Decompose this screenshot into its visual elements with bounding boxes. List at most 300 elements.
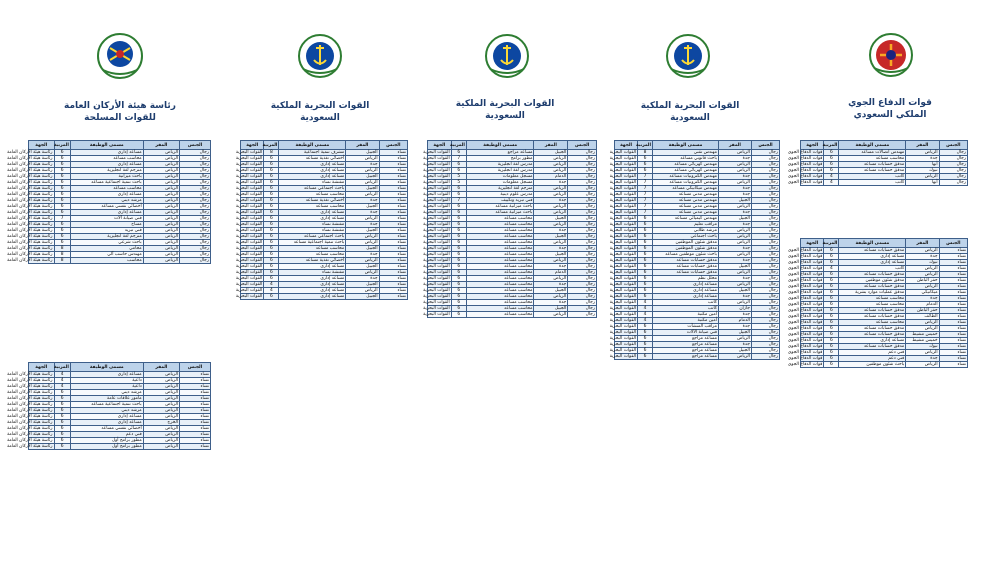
- table-cell: مهندس مدني مساعد: [652, 192, 718, 198]
- table-cell: رجال: [751, 228, 779, 234]
- table-cell: القوات البحرية: [235, 186, 263, 191]
- title-navy-1: [615, 100, 765, 124]
- table-cell: رجال: [180, 240, 211, 246]
- column-header: المرتبة: [53, 364, 69, 370]
- table-cell: الرياض: [143, 168, 179, 174]
- table-cell: مدقق حسابات مساعد: [839, 272, 906, 278]
- table-cell: نساء: [180, 432, 211, 438]
- table-cell: رئاسة هيئة الأركان العامة: [7, 162, 53, 167]
- table-cell: مسجل معلومات: [466, 180, 534, 186]
- table-cell: نساء: [939, 278, 967, 284]
- table-cell: مهندس مدني مساعد: [652, 204, 718, 210]
- table-cell: 6: [451, 270, 466, 276]
- table-cell: 6: [264, 252, 279, 258]
- table-cell: الرياض: [718, 270, 751, 276]
- table-header-row: [428, 141, 597, 150]
- table-cell: قوات الدفاع الجوي: [787, 272, 823, 277]
- table-cell: نساء: [379, 204, 407, 210]
- table-cell: مساعد إداري: [652, 294, 718, 300]
- table-cell: كاتب: [839, 266, 906, 272]
- table-cell: رئاسة هيئة الأركان العامة: [7, 426, 53, 431]
- table-cell: رجال: [568, 240, 597, 246]
- column-header: المرتبة: [636, 142, 651, 148]
- table-cell: 6: [54, 228, 70, 234]
- table-cell: نساء: [379, 210, 407, 216]
- table-cell: نساء: [379, 234, 407, 240]
- table-cell: باحث ميزانية مساعد: [466, 210, 534, 216]
- table-cell: نساء: [379, 228, 407, 234]
- table-cell: نساء: [379, 264, 407, 270]
- table-cell: مساعد مراجع: [652, 342, 718, 348]
- title-line-2: السعودية: [485, 111, 525, 121]
- table-cell: نساء: [939, 332, 967, 338]
- table-cell: قوات الدفاع الجوي: [787, 156, 823, 161]
- table-cell: رجال: [751, 270, 779, 276]
- table-cell: 6: [54, 198, 70, 204]
- table-cell: رجال: [751, 252, 779, 258]
- table-cell: محاسب مساعد: [279, 192, 346, 198]
- table-cell: القوات البحرية: [423, 312, 450, 317]
- table-cell: 6: [54, 408, 70, 414]
- table-cell: نساء: [180, 408, 211, 414]
- table-cell: القوات البحرية: [235, 264, 263, 269]
- table-cell: باحث اجتماعي مساعد: [279, 234, 346, 240]
- table-cell: 6: [638, 336, 653, 342]
- table-cell: القوات البحرية: [423, 294, 450, 299]
- table-cell: 6: [264, 174, 279, 180]
- table-cell: مدقق عمليات موارد بشرية: [839, 290, 906, 296]
- table-cell: القوات البحرية: [609, 150, 637, 155]
- table-cell: القوات البحرية: [609, 168, 637, 173]
- table-cell: الرياض: [143, 444, 179, 450]
- table-cell: القوات البحرية: [609, 162, 637, 167]
- table-cell: 6: [824, 344, 839, 350]
- table-cell: الجبيل: [346, 228, 379, 234]
- table-row: [241, 294, 408, 300]
- table-cell: جدة: [718, 312, 751, 318]
- table-cell: القوات البحرية: [609, 180, 637, 185]
- table-cell: الرياض: [346, 168, 379, 174]
- table-cell: الرياض: [906, 284, 939, 290]
- table-cell: 6: [824, 156, 839, 162]
- table-cell: رجال: [751, 216, 779, 222]
- table-row: [615, 354, 780, 360]
- table-cell: قوات الدفاع الجوي: [787, 332, 823, 337]
- table-cell: 6: [824, 272, 839, 278]
- table-cell: القوات البحرية: [235, 234, 263, 239]
- table-cell: فني صيانة آلات: [70, 216, 143, 222]
- table-cell: القوات البحرية: [423, 222, 450, 227]
- table-cell: 6: [54, 402, 70, 408]
- table-cell: محاسب مساعد: [466, 276, 534, 282]
- table-cell: باحث شئون موظفين: [839, 362, 906, 368]
- table-cell: قوات الدفاع الجوي: [787, 314, 823, 319]
- title-line-2: الملكي السعودي: [853, 110, 927, 120]
- table-cell: 4: [824, 180, 839, 186]
- table-cell: قوات الدفاع الجوي: [787, 162, 823, 167]
- table-cell: رجال: [568, 222, 597, 228]
- table-cell: مساعد إداري: [279, 216, 346, 222]
- table-cell: 6: [451, 168, 466, 174]
- table-cell: محاسب مساعد: [466, 300, 534, 306]
- table-cell: 6: [54, 444, 70, 450]
- table-cell: رجال: [568, 300, 597, 306]
- table-cell: الرياض: [143, 402, 179, 408]
- table-cell: كاتب: [839, 180, 906, 186]
- table-header-row: [615, 141, 780, 150]
- logo-navy-2: [484, 33, 530, 83]
- table-cell: رجال: [568, 228, 597, 234]
- table-cell: رجال: [568, 162, 597, 168]
- table-cell: 8: [54, 258, 70, 264]
- table-cell: 6: [824, 302, 839, 308]
- table-cell: رجال: [751, 294, 779, 300]
- table-cell: رجال: [751, 318, 779, 324]
- table-cell: الرياض: [143, 222, 179, 228]
- table-cell: محاسب مساعد: [839, 302, 906, 308]
- table-cell: جدة: [718, 324, 751, 330]
- table-cell: الرياض: [906, 266, 939, 272]
- table-cell: كاتب: [652, 306, 718, 312]
- table-cell: فني دعم: [839, 356, 906, 362]
- table-cell: الدمام: [718, 318, 751, 324]
- table-cell: 7: [638, 180, 653, 186]
- table-cell: القوات البحرية: [609, 210, 637, 215]
- table-cell: 6: [264, 276, 279, 282]
- table-cell: رجال: [568, 180, 597, 186]
- table-cell: نساء: [379, 270, 407, 276]
- table-cell: رئاسة هيئة الأركان العامة: [7, 198, 53, 203]
- table-cell: القوات البحرية: [235, 216, 263, 221]
- table-cell: محاسب مساعد: [466, 282, 534, 288]
- table-cell: الرياض: [143, 384, 179, 390]
- table-cell: رجال: [751, 186, 779, 192]
- table-cell: باحث اجتماعي مساعد: [279, 186, 346, 192]
- table-cell: الرياض: [143, 426, 179, 432]
- table-cell: رئاسة هيئة الأركان العامة: [7, 372, 53, 377]
- table-cell: قوات الدفاع الجوي: [787, 278, 823, 283]
- table-cell: مدقق حسابات مساعد: [839, 284, 906, 290]
- table-cell: 4: [54, 384, 70, 390]
- table-cell: جدة: [534, 198, 568, 204]
- table-cell: 6: [264, 198, 279, 204]
- table-navy-men-2: [423, 140, 597, 318]
- table-cell: القوات البحرية: [423, 228, 450, 233]
- table-cell: مترجم لغة انجليزية: [70, 234, 143, 240]
- table-cell: الرياض: [143, 174, 179, 180]
- table-cell: رئاسة هيئة الأركان العامة: [7, 150, 53, 155]
- table-cell: 6: [451, 228, 466, 234]
- table-cell: 6: [54, 204, 70, 210]
- table-cell: الرياض: [143, 180, 179, 186]
- table-cell: محاسب مساعد: [466, 288, 534, 294]
- table-cell: الرياض: [346, 180, 379, 186]
- logo-general-staff: [96, 32, 144, 84]
- table-cell: الرياض: [534, 186, 568, 192]
- table-cell: رجال: [180, 234, 211, 240]
- table-cell: نساء: [379, 192, 407, 198]
- table-cell: باحث اجتماعي: [652, 234, 718, 240]
- table-cell: رجال: [180, 216, 211, 222]
- table-cell: نساء: [939, 314, 967, 320]
- table-cell: 6: [264, 240, 279, 246]
- table-cell: محاسب مساعد: [839, 156, 906, 162]
- table-cell: رجال: [751, 282, 779, 288]
- table-cell: قوات الدفاع الجوي: [787, 296, 823, 301]
- table-cell: باحث شرعي: [70, 240, 143, 246]
- table-cell: الرياض: [534, 222, 568, 228]
- table-cell: القوات البحرية: [609, 312, 637, 317]
- table-cell: الرياض: [346, 240, 379, 246]
- table-cell: رجال: [751, 168, 779, 174]
- table-cell: 6: [264, 204, 279, 210]
- table-cell: الرياض: [346, 258, 379, 264]
- table-cell: 6: [824, 162, 839, 168]
- table-cell: الجبيل: [534, 150, 568, 156]
- table-cell: 6: [451, 264, 466, 270]
- table-cell: القوات البحرية: [609, 294, 637, 299]
- table-cell: الجبيل: [346, 246, 379, 252]
- table-cell: نساء: [379, 174, 407, 180]
- column-header: المقر: [718, 141, 751, 150]
- table-cell: رجال: [568, 288, 597, 294]
- table-cell: 6: [638, 282, 653, 288]
- table-cell: تبوك: [906, 168, 939, 174]
- table-cell: 6: [451, 192, 466, 198]
- table-cell: جدة: [718, 258, 751, 264]
- table-cell: 6: [824, 284, 839, 290]
- table-cell: مساعد مراجع: [652, 336, 718, 342]
- table-cell: رجال: [751, 276, 779, 282]
- table-cell: باحث شئون موظفين مساعد: [652, 252, 718, 258]
- table-cell: القوات البحرية: [423, 252, 450, 257]
- table-cell: القوات البحرية: [609, 282, 637, 287]
- column-header: الجهة: [615, 141, 638, 150]
- table-cell: 4: [638, 312, 653, 318]
- table-cell: القوات البحرية: [609, 318, 637, 323]
- table-cell: محاسب: [70, 258, 143, 264]
- table-cell: رجال: [751, 342, 779, 348]
- table-cell: رجال: [568, 150, 597, 156]
- table-cell: 6: [638, 258, 653, 264]
- table-cell: 7: [638, 174, 653, 180]
- table-cell: الجبيل: [534, 306, 568, 312]
- table-cell: قوات الدفاع الجوي: [787, 320, 823, 325]
- table-cell: مأمور علاقات عامة: [70, 396, 143, 402]
- table-cell: 6: [451, 288, 466, 294]
- table-cell: رجال: [751, 306, 779, 312]
- table-cell: رجال: [751, 204, 779, 210]
- table-cell: رجال: [751, 324, 779, 330]
- table-cell: رئاسة هيئة الأركان العامة: [7, 222, 53, 227]
- table-cell: الرياض: [718, 162, 751, 168]
- table-cell: رئاسة هيئة الأركان العامة: [7, 168, 53, 173]
- table-cell: مرشد ديني: [70, 198, 143, 204]
- table-cell: مدرس لغة انجليزية: [466, 168, 534, 174]
- table-cell: 6: [824, 332, 839, 338]
- table-cell: جازان: [718, 306, 751, 312]
- table-cell: 6: [264, 210, 279, 216]
- table-cell: رئاسة هيئة الأركان العامة: [7, 420, 53, 425]
- table-cell: قوات الدفاع الجوي: [787, 168, 823, 173]
- table-air-defense-women: [787, 238, 968, 368]
- table-cell: القوات البحرية: [423, 204, 450, 209]
- table-cell: محاسب مساعد: [466, 222, 534, 228]
- table-cell: رجال: [751, 162, 779, 168]
- table-cell: رجال: [568, 210, 597, 216]
- table-cell: رئاسة هيئة الأركان العامة: [7, 252, 53, 257]
- table-cell: رجال: [180, 186, 211, 192]
- table-cell: مساعد إداري: [70, 210, 143, 216]
- table-cell: جدة: [718, 174, 751, 180]
- table-cell: رجال: [751, 150, 779, 156]
- table-cell: جدة: [534, 228, 568, 234]
- table-cell: محاسب مساعد: [279, 204, 346, 210]
- table-cell: مساعد إداري: [70, 414, 143, 420]
- table-cell: الرياض: [906, 320, 939, 326]
- table-cell: 6: [54, 222, 70, 228]
- table-cell: نساء: [939, 338, 967, 344]
- table-cell: القوات البحرية: [235, 276, 263, 281]
- table-cell: الرياض: [143, 150, 179, 156]
- table-cell: باحث تنمية اجتماعية مساعد: [70, 402, 143, 408]
- table-cell: نساء: [939, 356, 967, 362]
- table-cell: رجال: [568, 282, 597, 288]
- table-cell: 7: [638, 204, 653, 210]
- table-cell: الرياض: [718, 228, 751, 234]
- table-row: [801, 362, 968, 368]
- table-cell: القوات البحرية: [235, 240, 263, 245]
- table-cell: الرياض: [906, 350, 939, 356]
- table-cell: رجال: [568, 174, 597, 180]
- table-cell: نساء: [939, 350, 967, 356]
- table-cell: أخصائي تغذية مساعد: [279, 258, 346, 264]
- table-cell: القوات البحرية: [609, 156, 637, 161]
- table-cell: الرياض: [534, 294, 568, 300]
- table-cell: رئاسة هيئة الأركان العامة: [7, 174, 53, 179]
- table-cell: نساء: [180, 402, 211, 408]
- table-cell: محاسب مساعد: [70, 186, 143, 192]
- table-cell: 6: [824, 278, 839, 284]
- table-row: [29, 258, 211, 264]
- table-cell: الدمام: [906, 302, 939, 308]
- table-cell: رجال: [939, 162, 967, 168]
- navy-emblem-icon: [297, 33, 343, 79]
- column-header: الجهة: [29, 141, 55, 150]
- table-cell: الرياض: [143, 210, 179, 216]
- table-cell: رجال: [180, 198, 211, 204]
- table-cell: 5: [451, 180, 466, 186]
- table-cell: رئاسة هيئة الأركان العامة: [7, 210, 53, 215]
- table-cell: القوات البحرية: [609, 270, 637, 275]
- table-cell: قوات الدفاع الجوي: [787, 350, 823, 355]
- title-line-1: القوات البحرية الملكية: [455, 99, 555, 109]
- table-cell: 7: [638, 198, 653, 204]
- title-line-1: القوات البحرية الملكية: [270, 101, 370, 111]
- table-cell: رجال: [568, 246, 597, 252]
- table-cell: القوات البحرية: [423, 216, 450, 221]
- table-cell: أخصائي نفسي مساعد: [70, 204, 143, 210]
- table-cell: نساء: [379, 186, 407, 192]
- table-cell: 4: [264, 288, 279, 294]
- table-cell: الرياض: [143, 216, 179, 222]
- table-cell: 8: [638, 150, 653, 156]
- table-cell: القوات البحرية: [609, 288, 637, 293]
- table-cell: داعية: [70, 378, 143, 384]
- table-cell: 6: [264, 222, 279, 228]
- table-cell: 6: [638, 252, 653, 258]
- table-cell: القوات البحرية: [609, 240, 637, 245]
- table-cell: نساء: [180, 414, 211, 420]
- table-cell: جدة: [346, 210, 379, 216]
- table-cell: رجال: [568, 252, 597, 258]
- table-cell: الرياض: [143, 432, 179, 438]
- table-cell: القوات البحرية: [235, 174, 263, 179]
- table-cell: نساء: [939, 266, 967, 272]
- table-cell: 6: [638, 222, 653, 228]
- table-cell: جدة: [718, 294, 751, 300]
- table-cell: محاسب مساعد: [466, 258, 534, 264]
- table-cell: رئاسة هيئة الأركان العامة: [7, 384, 53, 389]
- table-cell: رئاسة هيئة الأركان العامة: [7, 192, 53, 197]
- table-cell: رجال: [180, 192, 211, 198]
- column-header: المقر: [906, 239, 939, 248]
- table-cell: رئاسة هيئة الأركان العامة: [7, 414, 53, 419]
- title-line-1: قوات الدفاع الجوي: [848, 98, 932, 108]
- table-cell: 6: [54, 432, 70, 438]
- table-cell: الدمام: [534, 270, 568, 276]
- table-cell: رجال: [568, 306, 597, 312]
- table-cell: الجبيل: [346, 282, 379, 288]
- table-cell: جدة: [718, 156, 751, 162]
- table-cell: 7: [451, 156, 466, 162]
- table-cell: رجال: [180, 246, 211, 252]
- table-cell: رئاسة هيئة الأركان العامة: [7, 156, 53, 161]
- table-cell: مفتشة نساء: [279, 222, 346, 228]
- table-cell: الرياض: [906, 326, 939, 332]
- table-cell: محلل نظم: [652, 276, 718, 282]
- table-cell: 6: [54, 180, 70, 186]
- table-cell: الرياض: [718, 234, 751, 240]
- table-cell: القوات البحرية: [609, 234, 637, 239]
- table-cell: نساء: [939, 326, 967, 332]
- table-cell: 6: [638, 228, 653, 234]
- table-cell: الرياض: [346, 288, 379, 294]
- table-cell: قوات الدفاع الجوي: [787, 180, 823, 185]
- table-cell: جدة: [718, 246, 751, 252]
- table-cell: محاسب مساعد: [466, 234, 534, 240]
- table-cell: رجال: [568, 312, 597, 318]
- table-cell: 6: [54, 210, 70, 216]
- table-cell: خميس مشيط: [906, 332, 939, 338]
- table-cell: نساء: [180, 390, 211, 396]
- column-header: مسمى الوظيفة: [839, 141, 906, 150]
- table-cell: 6: [638, 354, 653, 360]
- table-cell: مساعد إداري: [652, 288, 718, 294]
- table-cell: 6: [451, 204, 466, 210]
- table-cell: القوات البحرية: [235, 150, 263, 155]
- table-cell: مهندس الكترونيات مساعد: [652, 180, 718, 186]
- table-cell: 6: [638, 342, 653, 348]
- table-cell: أبها: [906, 162, 939, 168]
- table-cell: مساعد إداري: [70, 150, 143, 156]
- table-cell: مساعد مراجع: [466, 150, 534, 156]
- table-cell: 6: [451, 162, 466, 168]
- table-cell: محاسب مساعد: [466, 312, 534, 318]
- column-header: مسمى الوظيفة: [70, 141, 143, 150]
- table-cell: رجال: [939, 150, 967, 156]
- table-cell: 6: [54, 162, 70, 168]
